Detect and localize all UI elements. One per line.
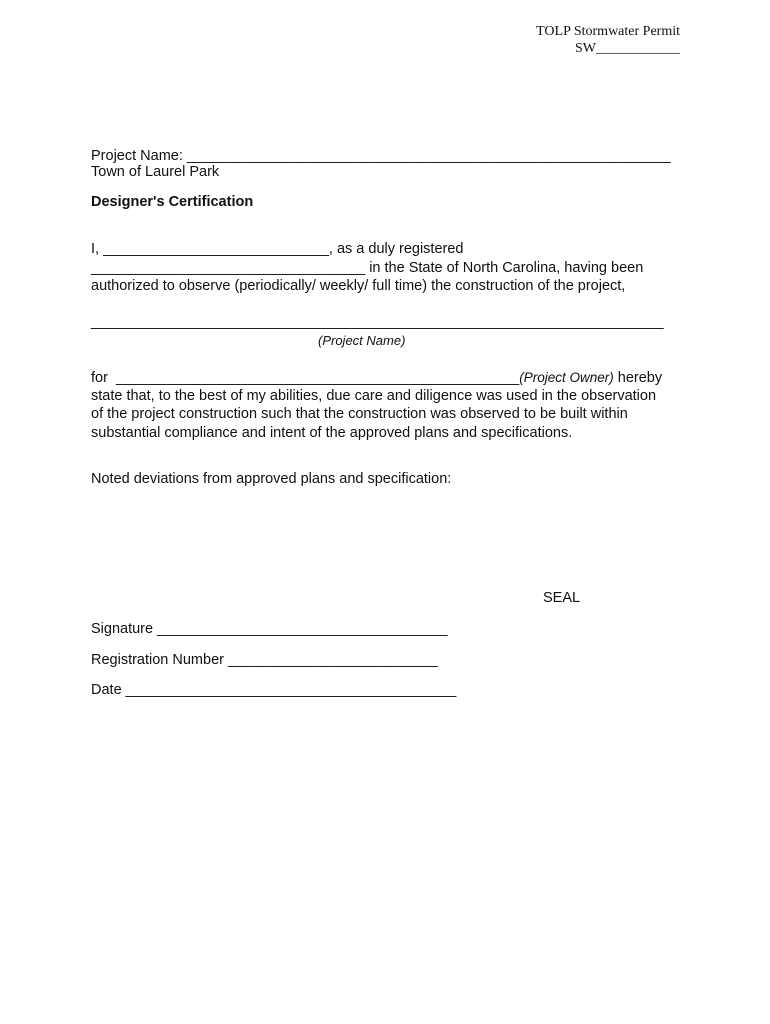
registration-number-line: Registration Number __________________________	[91, 652, 438, 668]
project-name-blank: _______________________________________________________________________	[91, 314, 664, 330]
for-prefix: for __________________________________________________	[91, 370, 520, 386]
project-name-line: Project Name: ____________________________________________________________	[91, 148, 671, 164]
town-name: Town of Laurel Park	[91, 164, 220, 180]
project-name-caption: (Project Name)	[318, 333, 406, 348]
cert-line-3: authorized to observe (periodically/ weekly/ full time) the construction of the project,	[91, 278, 626, 294]
cert-line-2: __________________________________ in the State of North Carolina, having been	[91, 260, 644, 276]
cert-line-6: of the project construction such that the construction was observed to be built within	[91, 406, 628, 422]
certification-heading: Designer's Certification	[91, 194, 254, 210]
permit-title: TOLP Stormwater Permit	[536, 24, 680, 39]
for-suffix: hereby	[613, 370, 663, 386]
signature-line: Signature ____________________________________	[91, 621, 448, 637]
project-owner-caption: (Project Owner)	[519, 370, 614, 385]
cert-line-for	[91, 369, 662, 387]
cert-line-1: I, ____________________________, as a duly registered	[91, 241, 464, 257]
cert-line-7: substantial compliance and intent of the approved plans and specifications.	[91, 425, 573, 441]
date-line: Date _________________________________________	[91, 682, 457, 698]
seal-label: SEAL	[543, 590, 581, 606]
cert-line-5: state that, to the best of my abilities, due care and diligence was used in the observation	[91, 388, 657, 404]
permit-header	[536, 23, 680, 57]
permit-number: SW____________	[575, 41, 680, 56]
deviations-label: Noted deviations from approved plans and specification:	[91, 471, 452, 487]
